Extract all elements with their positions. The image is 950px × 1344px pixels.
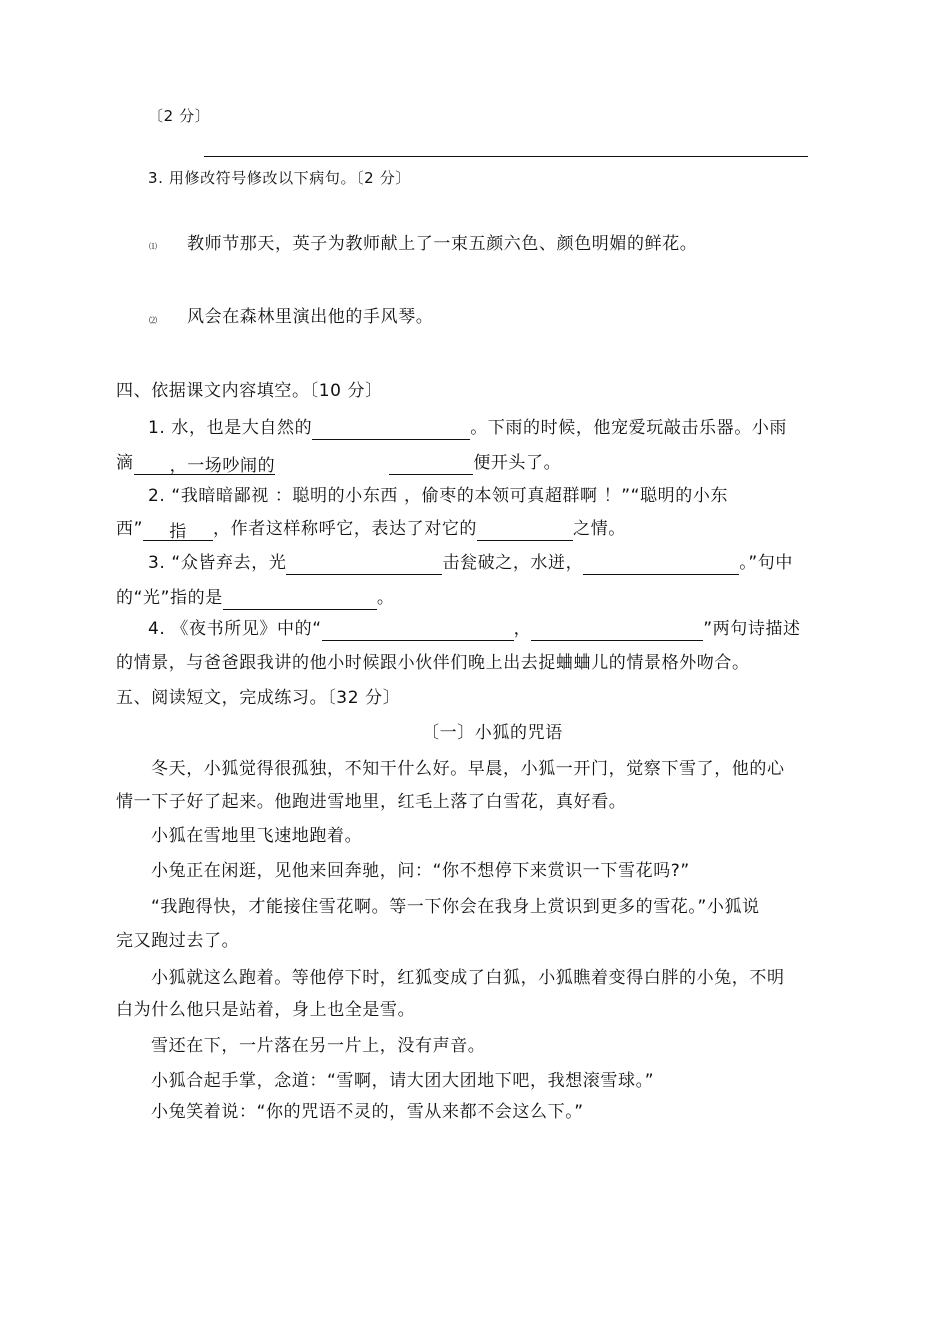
question-text: ”两句诗描述 <box>703 619 801 639</box>
fill-blank[interactable] <box>389 454 473 475</box>
underlined-text: 指 <box>143 520 213 541</box>
question-text: ， <box>513 619 532 639</box>
score-label: 〔2 分〕 <box>148 107 211 125</box>
question-text: 滴 <box>116 453 134 473</box>
story-paragraph: 小狐合起手掌，念道：“雪啊，请大团大团地下吧，我想滚雪球。” <box>151 1071 655 1091</box>
fill-blank[interactable] <box>531 620 703 641</box>
story-paragraph: 雪还在下，一片落在另一片上，没有声音。 <box>151 1036 486 1056</box>
item-number: ⑴ <box>149 242 157 251</box>
question-text: 2. “我暗暗鄙视 ：聪明的小东西 ，偷枣的本领可真超群啊 ！”“聪明的小东 <box>148 486 729 506</box>
question-text: 的“光”指的是 <box>116 588 223 608</box>
question-text: 西” <box>116 519 144 539</box>
section-5-heading: 五、阅读短文，完成练习。〔32 分〕 <box>116 688 401 708</box>
story-paragraph: 小狐在雪地里飞速地跑着。 <box>151 826 363 846</box>
fill-blank[interactable] <box>223 589 377 610</box>
question-text: 。 <box>376 588 395 608</box>
fill-question-3-cont <box>116 586 394 610</box>
fill-blank[interactable] <box>583 554 739 575</box>
question-text: 之情。 <box>573 519 626 539</box>
answer-line <box>204 156 808 157</box>
fill-blank[interactable] <box>477 520 573 541</box>
fill-question-4 <box>148 617 801 641</box>
fill-blank[interactable] <box>134 454 170 475</box>
question-text: 3. “众皆弃去，光 <box>148 553 287 573</box>
question-text: 便开头了。 <box>473 453 562 473</box>
underlined-text: ，一场吵闹的 <box>169 456 276 476</box>
story-paragraph: 冬天，小狐觉得很孤独，不知干什么好。早晨，小狐一开门，觉察下雪了，他的心 <box>151 759 785 779</box>
sentence-text: 教师节那天，英子为教师献上了一束五颜六色、颜色明媚的鲜花。 <box>187 234 698 254</box>
story-title: 〔一〕小狐的咒语 <box>422 723 563 743</box>
story-paragraph: 白为什么他只是站着，身上也全是雪。 <box>116 1000 416 1020</box>
fill-blank[interactable] <box>286 554 442 575</box>
fill-blank[interactable] <box>312 419 470 440</box>
fill-question-4-cont <box>116 651 750 675</box>
story-paragraph: 小狐就这么跑着。等他停下时，红狐变成了白狐，小狐瞧着变得白胖的小兔，不明 <box>151 968 785 988</box>
fill-question-2 <box>148 484 728 508</box>
question-text: 1. 水，也是大自然的 <box>148 418 313 438</box>
section-4-heading: 四、依据课文内容填空。〔10 分〕 <box>116 381 383 401</box>
story-paragraph: 情一下子好了起来。他跑进雪地里，红毛上落了白雪花，真好看。 <box>116 792 627 812</box>
fill-blank[interactable] <box>322 620 514 641</box>
fill-question-2-cont <box>116 517 626 541</box>
item-number: ⑵ <box>149 316 157 325</box>
question-text: ，作者这样称呼它，表达了对它的 <box>213 519 478 539</box>
question-text: 。下雨的时候，他宠爱玩敲击乐器。小雨 <box>470 418 788 438</box>
sentence-text: 风会在森林里演出他的手风琴。 <box>187 307 434 327</box>
story-paragraph: 小兔正在闲逛，见他来回奔驰，问：“你不想停下来赏识一下雪花吗?” <box>151 861 690 881</box>
fill-question-1 <box>148 416 787 440</box>
story-paragraph: 完又跑过去了。 <box>116 931 240 951</box>
question-text: 4. 《夜书所见》中的“ <box>148 619 322 639</box>
question-text: 击瓮破之，水迸， <box>442 553 584 573</box>
fill-question-1-cont <box>116 451 561 475</box>
story-paragraph: “我跑得快，才能接住雪花啊。等一下你会在我身上赏识到更多的雪花。”小狐说 <box>151 897 760 917</box>
question-3-title: 3. 用修改符号修改以下病句。〔2 分〕 <box>148 169 411 187</box>
question-text: 。”句中 <box>739 553 793 573</box>
fill-question-3 <box>148 551 793 575</box>
question-text: 的情景，与爸爸跟我讲的他小时候跟小伙伴们晚上出去捉蛐蛐儿的情景格外吻合。 <box>116 653 750 673</box>
story-paragraph: 小兔笑着说：“你的咒语不灵的，雪从来都不会这么下。” <box>151 1102 584 1122</box>
